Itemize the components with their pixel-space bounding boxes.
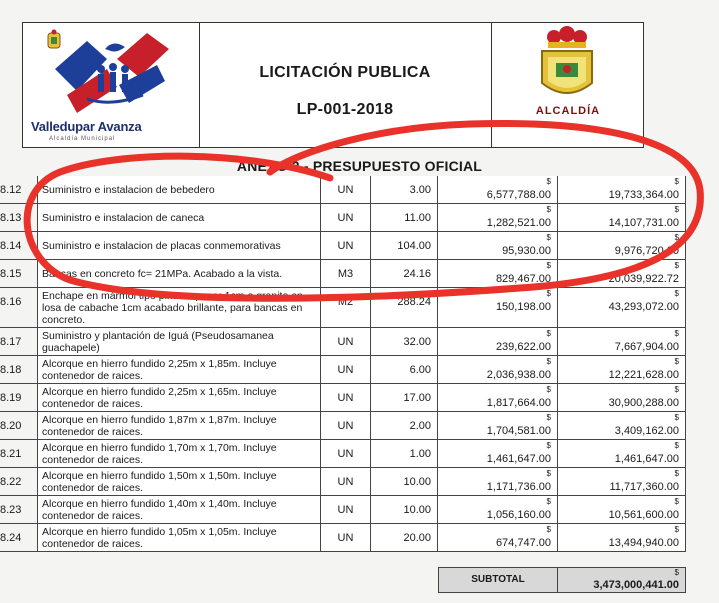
description-cell bbox=[38, 412, 321, 440]
unit-value-cell bbox=[438, 176, 558, 204]
item-unit: UN bbox=[337, 212, 354, 224]
table-row bbox=[0, 176, 690, 204]
unit-value: 1,817,664.00 bbox=[486, 397, 551, 409]
currency-symbol: $ bbox=[674, 469, 679, 478]
item-quantity: 3.00 bbox=[409, 184, 431, 196]
table-row bbox=[0, 232, 690, 260]
quantity-cell bbox=[371, 176, 438, 204]
unit-value-cell bbox=[438, 260, 558, 288]
item-cell bbox=[0, 496, 38, 524]
table-row bbox=[0, 412, 690, 440]
total-value: 13,494,940.00 bbox=[608, 537, 679, 549]
currency-symbol: $ bbox=[546, 289, 551, 298]
item-quantity: 104.00 bbox=[397, 240, 431, 252]
item-number: 8.21 bbox=[0, 448, 22, 460]
brand-name: Valledupar Avanza bbox=[31, 119, 142, 134]
item-unit: UN bbox=[337, 336, 354, 348]
description-cell bbox=[38, 356, 321, 384]
item-number: 8.13 bbox=[0, 212, 22, 224]
unit-value-cell bbox=[438, 440, 558, 468]
alcaldia-label: ALCALDÍA bbox=[535, 105, 601, 117]
description-cell bbox=[38, 328, 321, 356]
currency-symbol: $ bbox=[546, 205, 551, 214]
quantity-cell bbox=[371, 204, 438, 232]
unit-value: 95,930.00 bbox=[502, 245, 551, 257]
total-value-cell bbox=[558, 288, 686, 328]
item-cell bbox=[0, 384, 38, 412]
brand-subtitle: Alcaldía Municipal bbox=[49, 136, 116, 142]
item-unit: UN bbox=[337, 240, 354, 252]
unit-cell bbox=[321, 440, 371, 468]
item-number: 8.17 bbox=[0, 336, 22, 348]
item-cell bbox=[0, 232, 38, 260]
unit-cell bbox=[321, 356, 371, 384]
total-value-cell bbox=[558, 232, 686, 260]
item-cell bbox=[0, 468, 38, 496]
unit-cell bbox=[321, 384, 371, 412]
item-number: 8.23 bbox=[0, 504, 22, 516]
currency-symbol: $ bbox=[674, 568, 679, 577]
mini-crest-icon bbox=[47, 29, 61, 49]
unit-value: 150,198.00 bbox=[495, 301, 551, 313]
coat-of-arms-icon bbox=[534, 25, 600, 105]
table-row bbox=[0, 204, 690, 232]
quantity-cell bbox=[371, 288, 438, 328]
total-value: 30,900,288.00 bbox=[608, 397, 679, 409]
total-value-cell bbox=[558, 524, 686, 552]
currency-symbol: $ bbox=[546, 385, 551, 394]
total-value: 20,039,922.72 bbox=[608, 273, 679, 285]
unit-value: 6,577,788.00 bbox=[486, 189, 551, 201]
item-quantity: 10.00 bbox=[403, 476, 431, 488]
currency-symbol: $ bbox=[674, 357, 679, 366]
item-unit: UN bbox=[337, 184, 354, 196]
currency-symbol: $ bbox=[674, 177, 679, 186]
item-description: Alcorque en hierro fundido 1,70m x 1,70m. Incluye contenedor de raices. bbox=[42, 442, 277, 466]
currency-symbol: $ bbox=[546, 497, 551, 506]
total-value-cell bbox=[558, 412, 686, 440]
item-quantity: 288.24 bbox=[397, 296, 431, 308]
table-row bbox=[0, 468, 690, 496]
item-cell bbox=[0, 176, 38, 204]
subtotal-value-cell bbox=[558, 567, 686, 593]
unit-value-cell bbox=[438, 356, 558, 384]
currency-symbol: $ bbox=[546, 177, 551, 186]
unit-cell bbox=[321, 412, 371, 440]
item-unit: UN bbox=[337, 364, 354, 376]
quantity-cell bbox=[371, 232, 438, 260]
unit-value: 2,036,938.00 bbox=[486, 369, 551, 381]
item-description: Suministro e instalacion de placas conmemorativas bbox=[42, 240, 281, 252]
unit-value-cell bbox=[438, 204, 558, 232]
table-row bbox=[0, 260, 690, 288]
unit-value: 829,467.00 bbox=[495, 273, 551, 285]
item-unit: UN bbox=[337, 448, 354, 460]
item-cell bbox=[0, 260, 38, 288]
description-cell bbox=[38, 288, 321, 328]
table-row bbox=[0, 524, 690, 552]
item-quantity: 6.00 bbox=[409, 364, 431, 376]
total-value: 9,976,720.00 bbox=[614, 245, 679, 257]
currency-symbol: $ bbox=[674, 413, 679, 422]
item-number: 8.24 bbox=[0, 532, 22, 544]
subtotal-label: SUBTOTAL bbox=[438, 567, 558, 593]
item-cell bbox=[0, 412, 38, 440]
item-unit: UN bbox=[337, 476, 354, 488]
total-value-cell bbox=[558, 204, 686, 232]
item-quantity: 11.00 bbox=[404, 212, 431, 224]
description-cell bbox=[38, 496, 321, 524]
item-description: Suministro y plantación de Iguá (Pseudosamanea guachapele) bbox=[42, 330, 274, 354]
total-value-cell bbox=[558, 176, 686, 204]
people-flag-icon bbox=[47, 29, 177, 121]
item-cell bbox=[0, 288, 38, 328]
currency-symbol: $ bbox=[674, 441, 679, 450]
total-value-cell bbox=[558, 468, 686, 496]
currency-symbol: $ bbox=[546, 329, 551, 338]
currency-symbol: $ bbox=[546, 357, 551, 366]
unit-value-cell bbox=[438, 468, 558, 496]
item-description: Suministro e instalacion de caneca bbox=[42, 212, 205, 224]
document-title: LICITACIÓN PUBLICA bbox=[259, 64, 431, 81]
currency-symbol: $ bbox=[674, 205, 679, 214]
item-description: Alcorque en hierro fundido 1,87m x 1,87m. Incluye contenedor de raices. bbox=[42, 414, 277, 438]
total-value-cell bbox=[558, 356, 686, 384]
item-quantity: 32.00 bbox=[403, 336, 431, 348]
table-row bbox=[0, 356, 690, 384]
item-cell bbox=[0, 524, 38, 552]
item-quantity: 10.00 bbox=[403, 504, 431, 516]
unit-cell bbox=[321, 524, 371, 552]
unit-value-cell bbox=[438, 412, 558, 440]
subtotal-value: 3,473,000,441.00 bbox=[593, 579, 679, 591]
item-unit: UN bbox=[337, 392, 354, 404]
description-cell bbox=[38, 384, 321, 412]
item-number: 8.20 bbox=[0, 420, 22, 432]
description-cell bbox=[38, 440, 321, 468]
unit-cell bbox=[321, 176, 371, 204]
document-code: LP-001-2018 bbox=[296, 101, 394, 118]
item-cell bbox=[0, 356, 38, 384]
item-unit: UN bbox=[337, 504, 354, 516]
item-quantity: 2.00 bbox=[409, 420, 431, 432]
total-value-cell bbox=[558, 328, 686, 356]
quantity-cell bbox=[371, 384, 438, 412]
table-row bbox=[0, 328, 690, 356]
item-number: 8.18 bbox=[0, 364, 22, 376]
total-value-cell bbox=[558, 260, 686, 288]
total-value: 1,461,647.00 bbox=[614, 453, 679, 465]
total-value-cell bbox=[558, 384, 686, 412]
quantity-cell bbox=[371, 524, 438, 552]
unit-cell bbox=[321, 496, 371, 524]
description-cell bbox=[38, 204, 321, 232]
item-description: Alcorque en hierro fundido 1,05m x 1,05m. Incluye contenedor de raices. bbox=[42, 526, 277, 550]
valledupar-logo bbox=[23, 23, 200, 147]
unit-value: 1,171,736.00 bbox=[486, 481, 551, 493]
description-cell bbox=[38, 232, 321, 260]
unit-value: 239,622.00 bbox=[495, 341, 551, 353]
item-cell bbox=[0, 204, 38, 232]
quantity-cell bbox=[371, 328, 438, 356]
item-unit: UN bbox=[337, 420, 354, 432]
alcaldia-logo bbox=[491, 23, 644, 147]
quantity-cell bbox=[371, 440, 438, 468]
quantity-cell bbox=[371, 496, 438, 524]
item-number: 8.14 bbox=[0, 240, 22, 252]
unit-value-cell bbox=[438, 328, 558, 356]
total-value: 12,221,628.00 bbox=[608, 369, 679, 381]
description-cell bbox=[38, 468, 321, 496]
unit-cell bbox=[321, 204, 371, 232]
description-cell bbox=[38, 176, 321, 204]
unit-value-cell bbox=[438, 496, 558, 524]
unit-cell bbox=[321, 328, 371, 356]
total-value: 10,561,600.00 bbox=[608, 509, 679, 521]
unit-value: 1,056,160.00 bbox=[486, 509, 551, 521]
table-row bbox=[0, 384, 690, 412]
total-value: 14,107,731.00 bbox=[608, 217, 679, 229]
item-quantity: 24.16 bbox=[403, 268, 431, 280]
currency-symbol: $ bbox=[674, 233, 679, 242]
currency-symbol: $ bbox=[546, 525, 551, 534]
currency-symbol: $ bbox=[546, 261, 551, 270]
quantity-cell bbox=[371, 412, 438, 440]
quantity-cell bbox=[371, 260, 438, 288]
unit-value-cell bbox=[438, 288, 558, 328]
quantity-cell bbox=[371, 468, 438, 496]
item-description: Alcorque en hierro fundido 1,40m x 1,40m. Incluye contenedor de raices. bbox=[42, 498, 277, 522]
total-value: 11,717,360.00 bbox=[609, 481, 679, 493]
item-number: 8.12 bbox=[0, 184, 22, 196]
table-row bbox=[0, 496, 690, 524]
item-quantity: 20.00 bbox=[403, 532, 431, 544]
item-quantity: 17.00 bbox=[403, 392, 431, 404]
unit-cell bbox=[321, 468, 371, 496]
table-row bbox=[0, 440, 690, 468]
unit-cell bbox=[321, 232, 371, 260]
description-cell bbox=[38, 260, 321, 288]
section-title: ANEXO 2 - PRESUPUESTO OFICIAL bbox=[236, 158, 483, 174]
currency-symbol: $ bbox=[674, 289, 679, 298]
item-description: Alcorque en hierro fundido 2,25m x 1,85m. Incluye contenedor de raices. bbox=[42, 358, 277, 382]
item-description: Alcorque en hierro fundido 1,50m x 1,50m. Incluye contenedor de raices. bbox=[42, 470, 277, 494]
title-block bbox=[199, 23, 491, 147]
item-cell bbox=[0, 328, 38, 356]
item-number: 8.16 bbox=[0, 296, 22, 308]
total-value-cell bbox=[558, 440, 686, 468]
item-number: 8.15 bbox=[0, 268, 22, 280]
unit-value: 674,747.00 bbox=[495, 537, 551, 549]
document-header bbox=[22, 22, 644, 148]
unit-cell bbox=[321, 260, 371, 288]
unit-value: 1,282,521.00 bbox=[486, 217, 551, 229]
unit-value-cell bbox=[438, 232, 558, 260]
item-unit: M3 bbox=[337, 268, 354, 280]
total-value-cell bbox=[558, 496, 686, 524]
currency-symbol: $ bbox=[674, 261, 679, 270]
unit-value: 1,704,581.00 bbox=[486, 425, 551, 437]
currency-symbol: $ bbox=[546, 413, 551, 422]
currency-symbol: $ bbox=[674, 497, 679, 506]
total-value: 43,293,072.00 bbox=[608, 301, 679, 313]
total-value: 19,733,364.00 bbox=[608, 189, 679, 201]
description-cell bbox=[38, 524, 321, 552]
unit-value-cell bbox=[438, 524, 558, 552]
item-quantity: 1.00 bbox=[409, 448, 431, 460]
unit-cell bbox=[321, 288, 371, 328]
currency-symbol: $ bbox=[546, 469, 551, 478]
total-value: 3,409,162.00 bbox=[614, 425, 679, 437]
unit-value: 1,461,647.00 bbox=[486, 453, 551, 465]
item-cell bbox=[0, 440, 38, 468]
currency-symbol: $ bbox=[674, 385, 679, 394]
total-value: 7,667,904.00 bbox=[614, 341, 679, 353]
item-number: 8.19 bbox=[0, 392, 22, 404]
unit-value-cell bbox=[438, 384, 558, 412]
currency-symbol: $ bbox=[546, 233, 551, 242]
currency-symbol: $ bbox=[674, 525, 679, 534]
currency-symbol: $ bbox=[546, 441, 551, 450]
item-unit: M2 bbox=[337, 296, 354, 308]
item-description: Bancas en concreto fc= 21MPa. Acabado a la vista. bbox=[42, 268, 283, 280]
item-number: 8.22 bbox=[0, 476, 22, 488]
item-description: Suministro e instalacion de bebedero bbox=[42, 184, 215, 196]
item-description: Alcorque en hierro fundido 2,25m x 1,65m. Incluye contenedor de raices. bbox=[42, 386, 277, 410]
item-description: Enchape en mármol tipo pinto espesor 1cm o granito en losa de cabache 1cm acabado brillante, para bancas en concreto. bbox=[42, 290, 303, 326]
currency-symbol: $ bbox=[674, 329, 679, 338]
table-row bbox=[0, 288, 690, 328]
quantity-cell bbox=[371, 356, 438, 384]
item-unit: UN bbox=[337, 532, 354, 544]
